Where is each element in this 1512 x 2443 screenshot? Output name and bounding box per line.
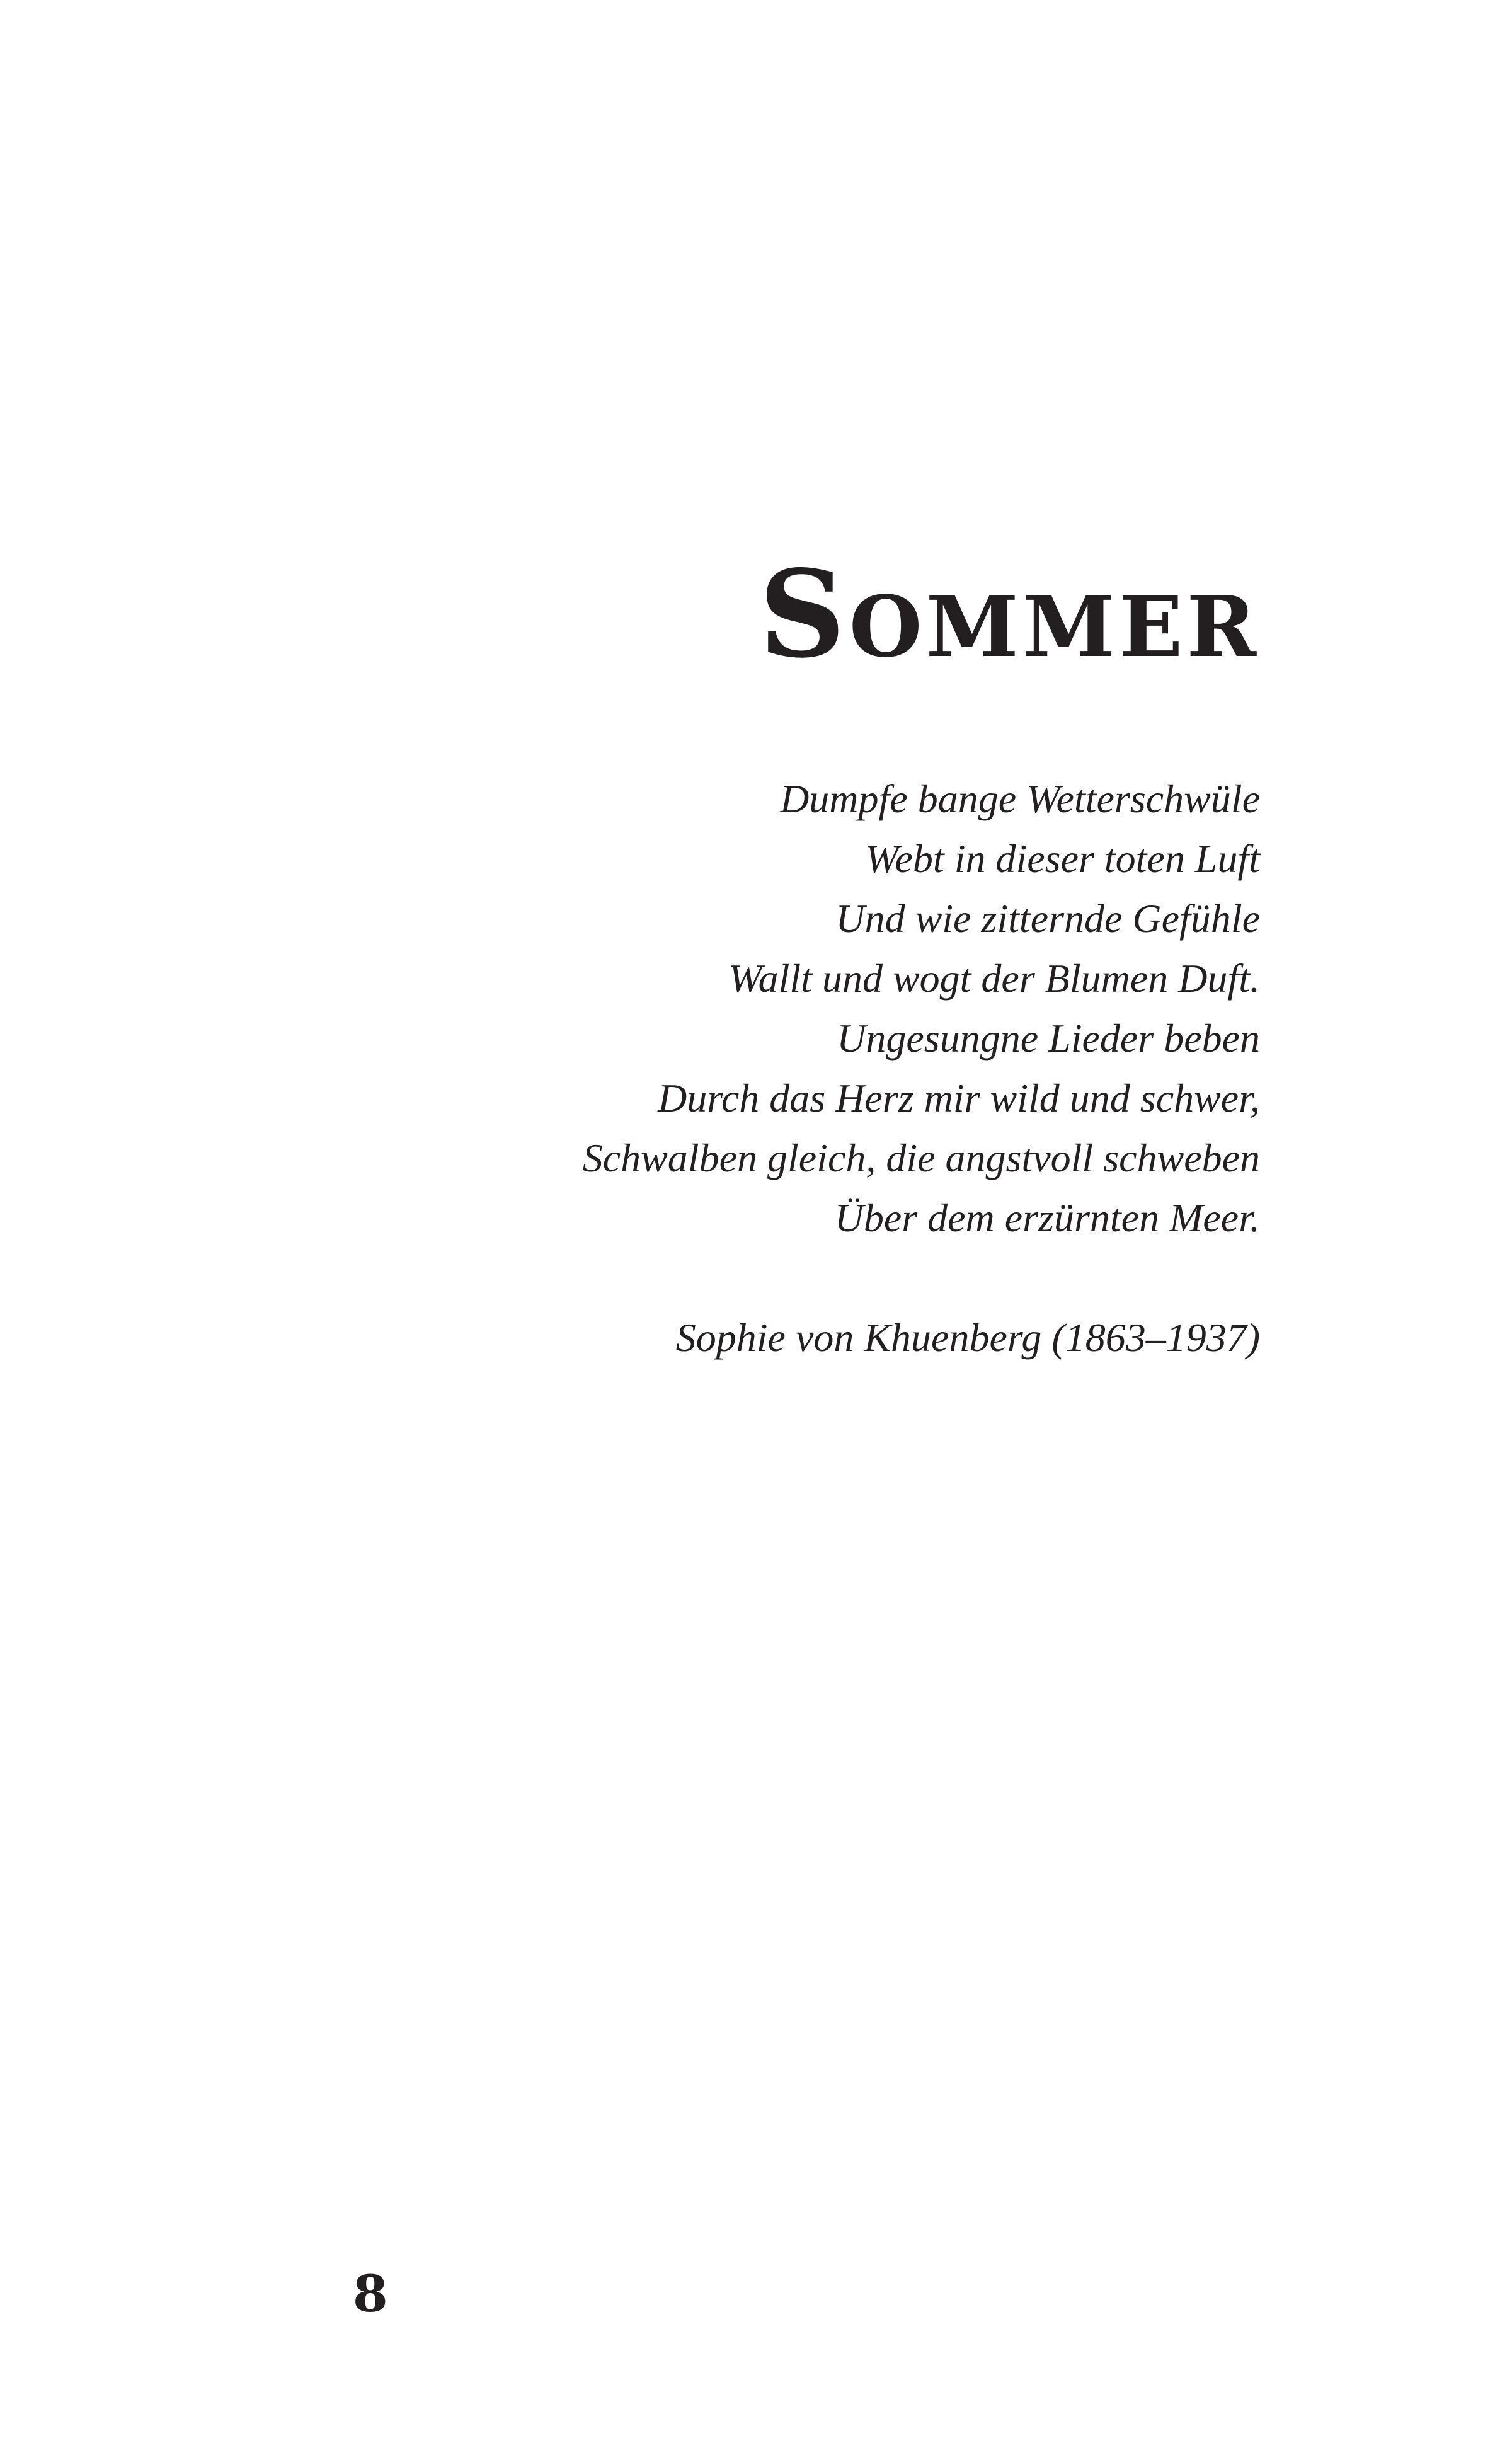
verse-line: Über dem erzürnten Meer.: [834, 1195, 1260, 1240]
verse-line: Ungesungne Lieder beben: [837, 1016, 1260, 1061]
poem: [504, 544, 1260, 1367]
verse-line: Wallt und wogt der Blumen Duft.: [728, 956, 1260, 1001]
verse-line: Durch das Herz mir wild und schwer,: [658, 1076, 1260, 1120]
verse-line: Dumpfe bange Wetterschwüle: [780, 776, 1260, 821]
verse-line: Schwalben gleich, die angstvoll schweben: [582, 1135, 1260, 1180]
poem-verses: [504, 769, 1260, 1248]
poem-title: Sommer: [759, 544, 1260, 684]
verse-line: Webt in dieser toten Luft: [865, 836, 1260, 881]
verse-line: Und wie zitternde Gefühle: [835, 896, 1260, 941]
page-number: 8: [353, 2264, 388, 2323]
poem-author: Sophie von Khuenberg (1863–1937): [675, 1315, 1260, 1360]
